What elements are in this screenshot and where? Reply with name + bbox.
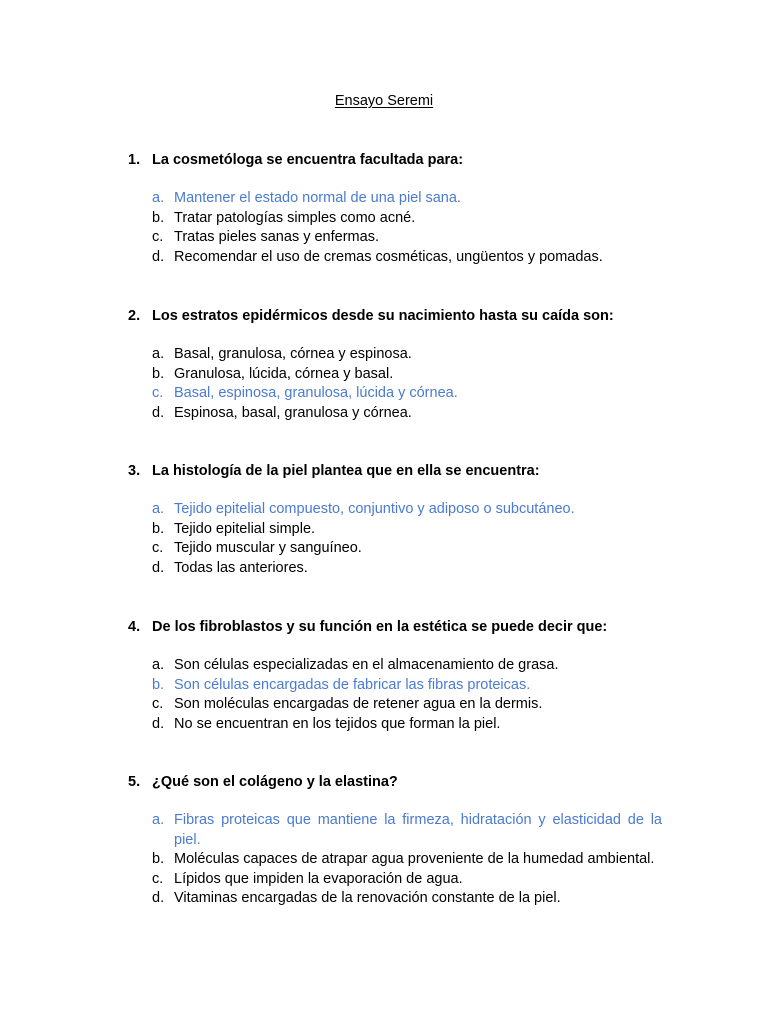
question-heading xyxy=(128,461,662,481)
option-c xyxy=(152,539,662,559)
option-letter: d. xyxy=(152,890,165,906)
option-text: Espinosa, basal, granulosa y córnea. xyxy=(174,404,412,421)
question-text: Los estratos epidérmicos desde su nacimiento hasta su caída son: xyxy=(152,308,614,324)
option-text: Tratar patologías simples como acné. xyxy=(174,209,416,226)
option-text: Vitaminas encargadas de la renovación constante de la piel. xyxy=(174,890,561,906)
option-d xyxy=(152,889,662,909)
option-text: Son células encargadas de fabricar las fibras proteicas. xyxy=(174,676,531,693)
question-number: 3. xyxy=(128,463,141,479)
option-b xyxy=(152,209,662,229)
option-text: Basal, espinosa, granulosa, lúcida y córnea. xyxy=(174,385,458,401)
option-letter: b. xyxy=(152,365,165,382)
option-text: Tejido epitelial simple. xyxy=(174,520,316,537)
option-letter: a. xyxy=(152,657,165,673)
option-c xyxy=(152,384,662,404)
question-4 xyxy=(128,617,662,734)
option-text: Lípidos que impiden la evaporación de agua. xyxy=(174,870,463,887)
question-1 xyxy=(128,150,662,267)
question-text: ¿Qué son el colágeno y la elastina? xyxy=(152,774,398,790)
option-letter: b. xyxy=(152,851,165,867)
question-heading xyxy=(128,150,662,170)
option-letter: a. xyxy=(152,346,165,362)
question-text: La cosmetóloga se encuentra facultada para: xyxy=(152,152,464,168)
option-d xyxy=(152,248,662,268)
option-a xyxy=(152,500,662,520)
option-text: Recomendar el uso de cremas cosméticas, ungüentos y pomadas. xyxy=(174,248,603,265)
option-a xyxy=(152,345,662,365)
option-a xyxy=(152,811,662,850)
option-a xyxy=(152,189,662,209)
question-2 xyxy=(128,306,662,423)
option-letter: c. xyxy=(152,229,164,245)
option-letter: c. xyxy=(152,540,164,556)
option-text: Todas las anteriores. xyxy=(174,559,308,576)
question-heading xyxy=(128,772,662,792)
option-d xyxy=(152,715,662,735)
option-b xyxy=(152,850,662,870)
option-list xyxy=(152,656,662,734)
question-heading xyxy=(128,617,662,637)
option-letter: c. xyxy=(152,385,164,401)
option-c xyxy=(152,695,662,715)
option-letter: a. xyxy=(152,501,165,517)
option-letter: c. xyxy=(152,696,164,712)
option-letter: b. xyxy=(152,209,165,226)
option-list xyxy=(152,500,662,578)
option-text: Tejido muscular y sanguíneo. xyxy=(174,540,362,556)
option-list xyxy=(152,811,662,909)
option-letter: d. xyxy=(152,559,165,576)
option-text: Tejido epitelial compuesto, conjuntivo y adiposo o subcutáneo. xyxy=(174,501,575,517)
option-c xyxy=(152,870,662,890)
option-text: Tratas pieles sanas y enfermas. xyxy=(174,229,379,245)
question-5 xyxy=(128,772,662,909)
option-c xyxy=(152,228,662,248)
option-text: Granulosa, lúcida, córnea y basal. xyxy=(174,365,394,382)
option-list xyxy=(152,189,662,267)
option-text: No se encuentran en los tejidos que forman la piel. xyxy=(174,715,501,732)
question-number: 2. xyxy=(128,308,141,324)
option-text: Son células especializadas en el almacenamiento de grasa. xyxy=(174,657,559,673)
question-3 xyxy=(128,461,662,578)
option-b xyxy=(152,365,662,385)
option-letter: a. xyxy=(152,812,165,828)
option-letter: a. xyxy=(152,190,165,206)
option-list xyxy=(152,345,662,423)
question-text: De los fibroblastos y su función en la estética se puede decir que: xyxy=(152,619,608,635)
option-a xyxy=(152,656,662,676)
question-text: La histología de la piel plantea que en ella se encuentra: xyxy=(152,463,540,479)
option-d xyxy=(152,404,662,424)
question-number: 1. xyxy=(128,152,141,168)
question-number: 4. xyxy=(128,619,141,635)
document-title: Ensayo Seremi xyxy=(334,93,434,109)
option-letter: d. xyxy=(152,715,165,732)
option-text: Fibras proteicas que mantiene la firmeza, hidratación y elasticidad de la piel. xyxy=(174,812,662,848)
option-letter: d. xyxy=(152,404,165,421)
option-letter: c. xyxy=(152,870,164,887)
option-text: Mantener el estado normal de una piel sana. xyxy=(174,190,461,206)
option-letter: d. xyxy=(152,248,165,265)
question-heading xyxy=(128,306,662,326)
document-title-row xyxy=(0,91,768,111)
option-text: Basal, granulosa, córnea y espinosa. xyxy=(174,346,412,362)
option-text: Son moléculas encargadas de retener agua en la dermis. xyxy=(174,696,543,712)
option-letter: b. xyxy=(152,520,165,537)
option-d xyxy=(152,559,662,579)
question-number: 5. xyxy=(128,774,141,790)
option-b xyxy=(152,520,662,540)
option-letter: b. xyxy=(152,676,165,693)
option-b xyxy=(152,676,662,696)
option-text: Moléculas capaces de atrapar agua proveniente de la humedad ambiental. xyxy=(174,851,655,867)
